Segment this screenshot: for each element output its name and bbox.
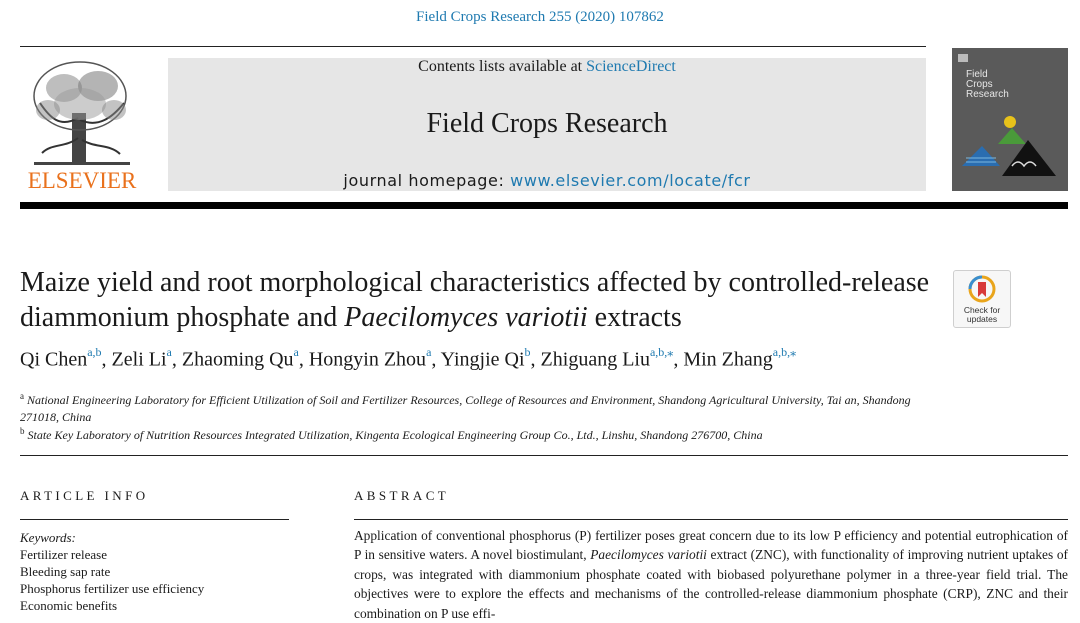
affiliation-text: National Engineering Laboratory for Efficient Utilization of Soil and Fertilizer Resources, College of Resources and Environment, Shandong Agricultural University, Tai an, Shandong 271018, China	[20, 393, 911, 424]
check-updates-line: Check for	[963, 305, 1001, 315]
journal-cover	[952, 48, 1068, 191]
author-affiliation-mark[interactable]: a	[426, 345, 432, 359]
affiliation-b	[20, 423, 940, 444]
author-name[interactable]: Qi Chen	[20, 348, 88, 371]
keyword-item: Bleeding sap rate	[20, 564, 111, 579]
journal-citation[interactable]: Field Crops Research 255 (2020) 107862	[416, 9, 664, 25]
check-updates-icon	[954, 271, 1010, 307]
abstract-text-start: Application of conventional phosphorus (P) fertilizer poses great concern due to its low P efficiency and potential eutrophication of P in sensitive waters. A novel biostimulant,	[354, 528, 1068, 563]
section-divider	[20, 455, 1068, 456]
author-name[interactable]: Zeli Li	[111, 348, 167, 371]
keyword-item: Economic benefits	[20, 598, 118, 613]
keyword-item: Fertilizer release	[20, 547, 107, 562]
author-affiliation-mark[interactable]: b	[524, 345, 531, 359]
author-affiliation-mark[interactable]: a,b,⁎	[649, 345, 674, 359]
publisher-name: ELSEVIER	[27, 168, 137, 192]
homepage-prefix: journal homepage:	[343, 171, 511, 190]
check-for-updates-button[interactable]	[953, 270, 1011, 328]
affiliation-mark: a	[20, 391, 24, 401]
elsevier-tree-icon	[20, 58, 144, 192]
homepage-line	[168, 171, 926, 190]
abstract-divider	[354, 519, 1068, 520]
author-affiliation-mark[interactable]: a,b,⁎	[772, 345, 797, 359]
top-divider	[20, 46, 926, 47]
affiliation-a	[20, 388, 940, 426]
affiliation-text: State Key Laboratory of Nutrition Resources Integrated Utilization, Kingenta Ecological Engineering Group Co., Ltd., Linshu, Shandong 276700, China	[27, 428, 763, 442]
author-name[interactable]: Zhiguang Liu	[540, 348, 650, 371]
title-italic-species: Paecilomyces variotii	[344, 302, 588, 333]
title-text-end: extracts	[587, 302, 682, 333]
cover-title-line: Field	[966, 69, 988, 80]
abstract-text	[354, 526, 1068, 623]
author-affiliation-mark[interactable]: a	[166, 345, 172, 359]
author-affiliation-mark[interactable]: a	[293, 345, 299, 359]
keywords-block	[20, 529, 204, 614]
title-text: Maize yield and root morphological characteristics affected by controlled-release diammonium phosphate and	[20, 267, 930, 333]
contents-line	[168, 58, 926, 76]
journal-title: Field Crops Research	[426, 108, 668, 139]
sciencedirect-link[interactable]: ScienceDirect	[586, 58, 676, 75]
homepage-link[interactable]: www.elsevier.com/locate/fcr	[510, 171, 751, 190]
author-list: Qi Chen$^{a,b}$, Zeli Li$^a$, Zhaoming Qu$^a$, Hongyin Zhou$^a$, Yingjie Qi$^b$, Zhiguang Liu$^{a,b,⁎}$, Min Zhang$^{a,b,⁎}$	[20, 345, 797, 371]
cover-artwork-icon	[952, 48, 1068, 191]
contents-prefix: Contents lists available at	[418, 58, 587, 75]
author-name[interactable]: Min Zhang	[683, 348, 773, 371]
check-updates-line: updates	[966, 314, 998, 324]
cover-title-line: Crops	[966, 79, 993, 90]
abstract-text-rest: extract (ZNC), with functionality of improving nutrient uptakes of crops, was integrated with diammonium phosphate coated with biobased polyurethane polymer in a three-year field trial. The objectives were to explore the effects and mechanisms of the controlled-release diammonium phosphate (CRP), ZNC and their combination on P use effi-	[354, 547, 1068, 621]
author-affiliation-mark[interactable]: a,b	[87, 345, 102, 359]
keywords-label: Keywords:	[20, 530, 76, 545]
check-updates-label	[954, 306, 1010, 324]
author-name[interactable]: Yingjie Qi	[440, 348, 525, 371]
article-info-heading: ARTICLE INFO	[20, 488, 149, 503]
header-thick-divider	[20, 202, 1068, 209]
affiliation-mark: b	[20, 426, 25, 436]
keyword-item: Phosphorus fertilizer use efficiency	[20, 581, 205, 596]
abstract-italic-species: Paecilomyces variotii	[590, 547, 707, 563]
author-name[interactable]: Hongyin Zhou	[308, 348, 427, 371]
cover-title-line: Research	[966, 89, 1009, 100]
article-title	[20, 265, 940, 335]
abstract-heading: ABSTRACT	[354, 488, 450, 503]
article-info-divider	[20, 519, 289, 520]
elsevier-logo	[20, 58, 144, 192]
author-name[interactable]: Zhaoming Qu	[181, 348, 294, 371]
